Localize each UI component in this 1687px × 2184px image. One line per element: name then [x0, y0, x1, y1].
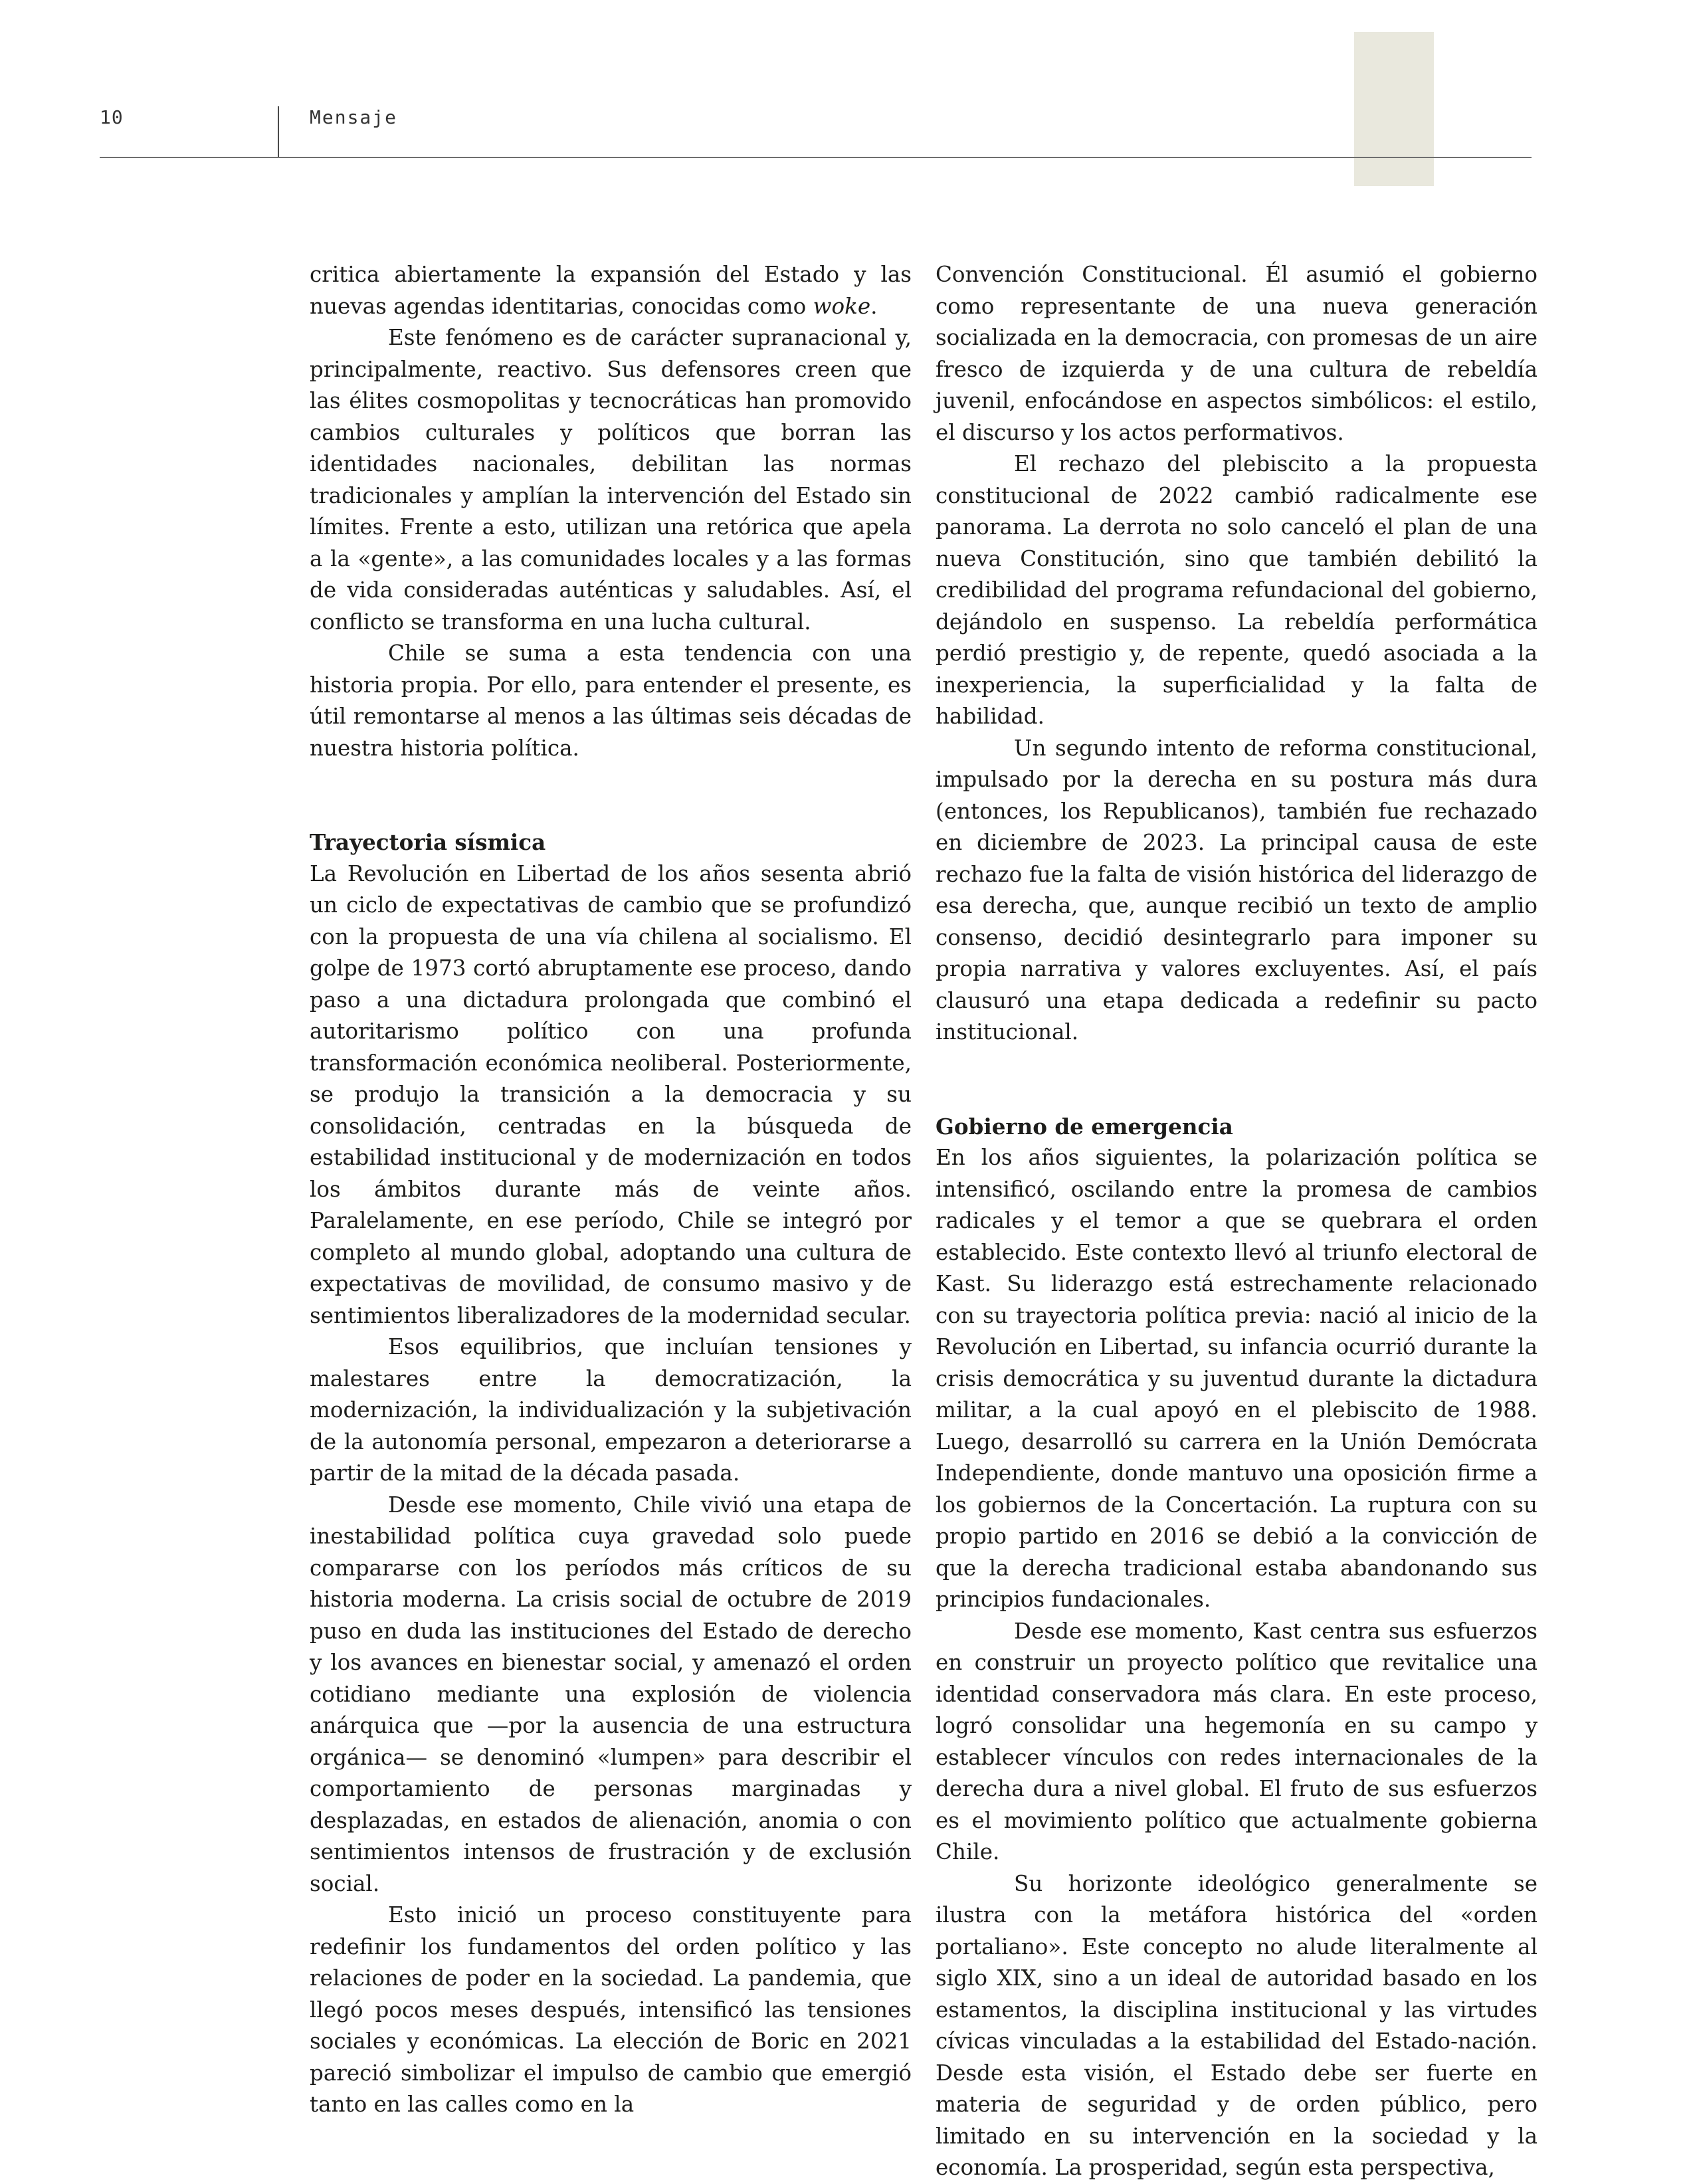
section-spacer	[310, 764, 912, 827]
paragraph: Esto inició un proceso constituyente para redefinir los fundamentos del orden político y las relaciones de poder en la sociedad. La pandemia, que llegó pocos meses después, intensificó las tensiones sociales y económicas. La elección de Boric en 2021 pareció simbolizar el impulso de cambio que emergió tanto en las calles como en la	[310, 1902, 912, 2117]
section-spacer	[936, 1048, 1538, 1111]
header-rule	[100, 157, 1532, 158]
page-number: 10	[100, 106, 124, 128]
paragraph: Este fenómeno es de carácter supranacional y, principalmente, reactivo. Sus defensores creen que las élites cosmopolitas y tecnocráticas han promovido cambios culturales y políticos que borran las identidades nacionales, debilitan las normas tradicionales y amplían la intervención del Estado sin límites. Frente a esto, utilizan una retórica que apela a la «gente», a las comunidades locales y a las formas de vida consideradas auténticas y saludables. Así, el conflicto se transforma en una lucha cultural.	[310, 325, 912, 635]
paragraph: Desde ese momento, Chile vivió una etapa de inestabilidad política cuya gravedad solo puede compararse con los períodos más críticos de su historia moderna. La crisis social de octubre de 2019 puso en duda las instituciones del Estado de derecho y los avances en bienestar social, y amenazó el orden cotidiano mediante una explosión de violencia anárquica que —por la ausencia de una estructura orgánica— se denominó «lumpen» para describir el comportamiento de personas marginadas y desplazadas, en estados de alienación, anomia o con sentimientos intensos de frustración y de exclusión social.	[310, 1492, 912, 1896]
section-name: Mensaje	[310, 106, 398, 128]
paragraph: La Revolución en Libertad de los años sesenta abrió un ciclo de expectativas de cambio que se profundizó con la propuesta de una vía chilena al socialismo. El golpe de 1973 cortó abruptamente ese proceso, dando paso a una dictadura prolongada que combinó el autoritarismo político con una profunda transformación económica neoliberal. Posteriormente, se produjo la transición a la democracia y su consolidación, centradas en la búsqueda de estabilidad institucional y de modernización en todos los ámbitos durante más de veinte años. Paralelamente, en ese período, Chile se integró por completo al mundo global, adoptando una cultura de expectativas de movilidad, de consumo masivo y de sentimientos liberalizadores de la modernidad secular.	[310, 860, 912, 1328]
paragraph: critica abiertamente la expansión del Estado y las nuevas agendas identitarias, conocidas como woke.	[310, 262, 912, 319]
paragraph: Un segundo intento de reforma constitucional, impulsado por la derecha en su postura más dura (entonces, los Republicanos), también fue rechazado en diciembre de 2023. La principal causa de este rechazo fue la falta de visión histórica del liderazgo de esa derecha, que, aunque recibió un texto de amplio consenso, decidió desintegrarlo para imponer su propia narrativa y valores excluyentes. Así, el país clausuró una etapa dedicada a redefinir su pacto institucional.	[936, 735, 1538, 1044]
paragraph: Convención Constitucional. Él asumió el gobierno como representante de una nueva generación socializada en la democracia, con promesas de un aire fresco de izquierda y de una cultura de rebeldía juvenil, enfocándose en aspectos simbólicos: el estilo, el discurso y los actos performativos.	[936, 262, 1538, 445]
header-divider	[278, 106, 279, 158]
paragraph: Esos equilibrios, que incluían tensiones y malestares entre la democratización, la modernización, la individualización y la subjetivación de la autonomía personal, empezaron a deteriorarse a partir de la mitad de la década pasada.	[310, 1334, 912, 1486]
paragraph: En los años siguientes, la polarización política se intensificó, oscilando entre la promesa de cambios radicales y el temor a que se quebrara el orden establecido. Este contexto llevó al triunfo electoral de Kast. Su liderazgo está estrechamente relacionado con su trayectoria política previa: nació al inicio de la Revolución en Libertad, su infancia ocurrió durante la crisis democrática y su juventud durante la dictadura militar, a la cual apoyó en el plebiscito de 1988. Luego, desarrolló su carrera en la Unión Demócrata Independiente, donde mantuvo una oposición firme a los gobiernos de la Concertación. La ruptura con su propio partido en 2016 se debió a la convicción de que la derecha tradicional estaba abandonando sus principios fundacionales.	[936, 1145, 1538, 1612]
right-column	[936, 259, 1538, 2184]
section-heading: Trayectoria sísmica	[310, 829, 546, 855]
left-column	[310, 259, 912, 2121]
paragraph: Chile se suma a esta tendencia con una historia propia. Por ello, para entender el presente, es útil remontarse al menos a las últimas seis décadas de nuestra historia política.	[310, 641, 912, 761]
emphasis: woke	[813, 293, 871, 319]
page-tab-marker	[1354, 32, 1434, 186]
paragraph: El rechazo del plebiscito a la propuesta constitucional de 2022 cambió radicalmente ese panorama. La derrota no solo canceló el plan de una nueva Constitución, sino que también debilitó la credibilidad del programa refundacional del gobierno, dejándolo en suspenso. La rebeldía performática perdió prestigio y, de repente, quedó asociada a la inexperiencia, la superficialidad y la falta de habilidad.	[936, 451, 1538, 729]
paragraph: Desde ese momento, Kast centra sus esfuerzos en construir un proyecto político que revitalice una identidad conservadora más clara. En este proceso, logró consolidar una hegemonía en su campo y establecer vínculos con redes internacionales de la derecha dura a nivel global. El fruto de sus esfuerzos es el movimiento político que actualmente gobierna Chile.	[936, 1618, 1538, 1864]
section-heading: Gobierno de emergencia	[936, 1113, 1233, 1140]
paragraph: Su horizonte ideológico generalmente se ilustra con la metáfora histórica del «orden portaliano». Este concepto no alude literalmente al siglo XIX, sino a un ideal de autoridad basado en los estamentos, la disciplina institucional y las virtudes cívicas vinculadas a la estabilidad del Estado-nación. Desde esta visión, el Estado debe ser fuerte en materia de seguridad y de orden público, pero limitado en su intervención en la sociedad y la economía. La prosperidad, según esta perspectiva,	[936, 1870, 1538, 2180]
